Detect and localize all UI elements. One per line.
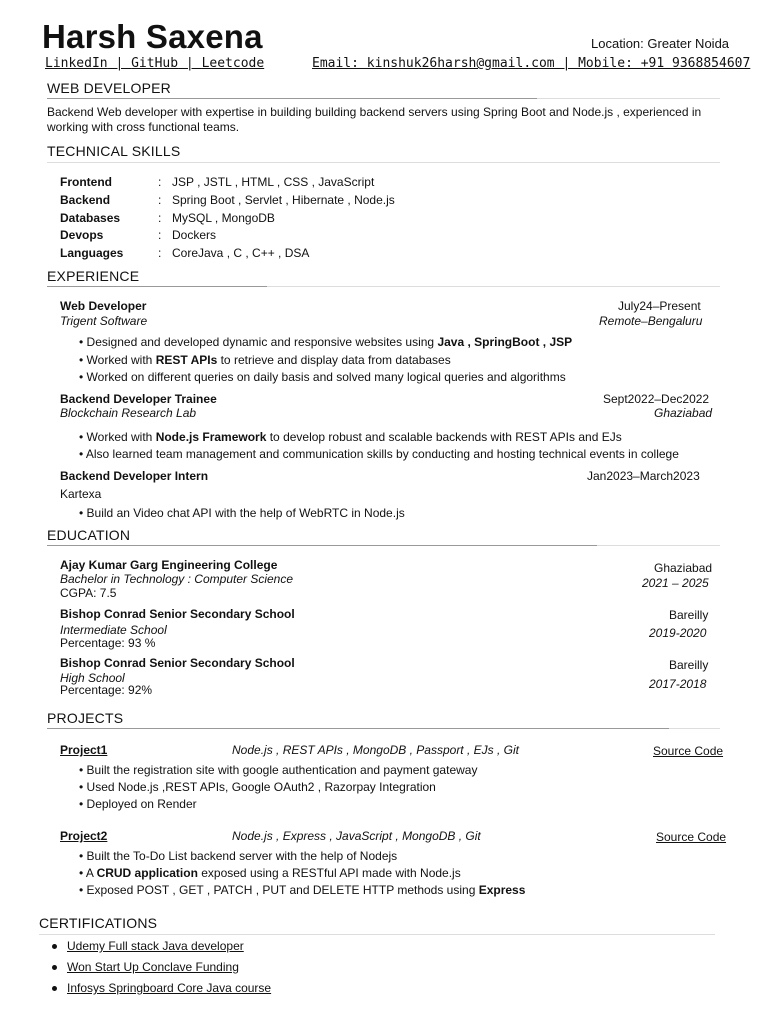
job-org: Blockchain Research Lab xyxy=(60,406,197,420)
cert-item xyxy=(52,939,244,953)
job-dates: Jan2023–March2023 xyxy=(587,469,700,483)
job-bullet: • Worked on different queries on daily basis and solved many logical queries and algorithms xyxy=(79,370,566,384)
job-role: Web Developer xyxy=(60,299,147,313)
link-separator: | xyxy=(107,56,132,71)
summary-line-2: working with cross functional teams. xyxy=(47,120,240,134)
bullet-dot-icon xyxy=(52,965,57,970)
skill-colon: : xyxy=(158,211,162,225)
project-tech: Node.js , Express , JavaScript , MongoDB , Git xyxy=(232,829,481,843)
job-org: Trigent Software xyxy=(60,314,148,328)
skill-value: Dockers xyxy=(172,228,217,242)
section-title-education: EDUCATION xyxy=(47,527,131,543)
edu-place: Bareilly xyxy=(669,608,709,622)
location-text: Location: Greater Noida xyxy=(591,36,730,51)
job-bullet: • Also learned team management and communication skills by conducting and hosting technical events in college xyxy=(79,447,679,461)
edu-place: Bareilly xyxy=(669,658,709,672)
project-bullet: • Exposed POST , GET , PATCH , PUT and DELETE HTTP methods using Express xyxy=(79,883,526,897)
section-rule-light xyxy=(597,545,720,546)
bullet-dot-icon xyxy=(52,986,57,991)
section-title-projects: PROJECTS xyxy=(47,710,124,726)
job-bullet: • Worked with Node.js Framework to develop robust and scalable backends with REST APIs and EJs xyxy=(79,430,622,444)
section-rule-light xyxy=(47,162,720,163)
section-rule xyxy=(47,728,669,729)
project-bullet: • A CRUD application exposed using a RESTful API made with Node.js xyxy=(79,866,461,880)
summary-line-1: Backend Web developer with expertise in building building backend servers using Spring Boot and Node.js , experienced in xyxy=(47,105,702,119)
edu-score: Percentage: 93 % xyxy=(60,636,156,650)
section-rule xyxy=(47,98,537,99)
section-rule-light xyxy=(267,286,720,287)
skill-label: Languages xyxy=(60,246,124,260)
job-bullet: • Designed and developed dynamic and responsive websites using Java , SpringBoot , JSP xyxy=(79,335,573,349)
skill-label: Devops xyxy=(60,228,104,242)
section-rule-light xyxy=(537,98,720,99)
leetcode-link[interactable]: Leetcode xyxy=(201,56,265,71)
project-name-link[interactable]: Project1 xyxy=(60,743,108,757)
edu-score: Percentage: 92% xyxy=(60,683,153,697)
section-title-summary: WEB DEVELOPER xyxy=(47,80,171,96)
project-name-link[interactable]: Project2 xyxy=(60,829,108,843)
section-rule xyxy=(47,286,267,287)
edu-place: Ghaziabad xyxy=(654,561,713,575)
skill-label: Databases xyxy=(60,211,121,225)
edu-school: Ajay Kumar Garg Engineering College xyxy=(60,558,278,572)
skill-label: Backend xyxy=(60,193,111,207)
edu-degree: Intermediate School xyxy=(60,623,167,637)
cert-link[interactable]: Udemy Full stack Java developer xyxy=(67,939,244,953)
link-separator: | xyxy=(178,56,202,71)
edu-school: Bishop Conrad Senior Secondary School xyxy=(60,656,295,670)
skill-value: JSP , JSTL , HTML , CSS , JavaScript xyxy=(172,175,375,189)
job-dates: July24–Present xyxy=(618,299,701,313)
job-bullet: • Worked with REST APIs to retrieve and display data from databases xyxy=(79,353,451,367)
source-code-link[interactable]: Source Code xyxy=(656,830,727,844)
job-org: Kartexa xyxy=(60,487,102,501)
skill-colon: : xyxy=(158,228,162,242)
edu-degree: Bachelor in Technology : Computer Science xyxy=(60,572,294,586)
job-role: Backend Developer Intern xyxy=(60,469,209,483)
job-role: Backend Developer Trainee xyxy=(60,392,217,406)
edu-years: 2017-2018 xyxy=(649,677,707,691)
section-rule-light xyxy=(669,728,720,729)
section-title-certifications: CERTIFICATIONS xyxy=(39,915,158,931)
edu-degree: High School xyxy=(60,671,125,685)
skill-value: CoreJava , C , C++ , DSA xyxy=(172,246,310,260)
job-dates: Sept2022–Dec2022 xyxy=(603,392,710,406)
job-place: Ghaziabad xyxy=(654,406,713,420)
cert-link[interactable]: Won Start Up Conclave Funding xyxy=(67,960,239,974)
section-rule xyxy=(47,545,597,546)
edu-years: 2021 – 2025 xyxy=(642,576,709,590)
section-rule-light xyxy=(39,934,715,935)
edu-score: CGPA: 7.5 xyxy=(60,586,117,600)
cert-link[interactable]: Infosys Springboard Core Java course xyxy=(67,981,272,995)
cert-item xyxy=(52,960,239,974)
skill-value: Spring Boot , Servlet , Hibernate , Node.js xyxy=(172,193,395,207)
job-place: Remote–Bengaluru xyxy=(599,314,703,328)
edu-school: Bishop Conrad Senior Secondary School xyxy=(60,607,295,621)
project-bullet: • Built the registration site with google authentication and payment gateway xyxy=(79,763,478,777)
skill-value: MySQL , MongoDB xyxy=(172,211,275,225)
project-bullet: • Built the To-Do List backend server with the help of Nodejs xyxy=(79,849,398,863)
project-tech: Node.js , REST APIs , MongoDB , Passport , EJs , Git xyxy=(232,743,519,757)
source-code-link[interactable]: Source Code xyxy=(653,744,724,758)
bullet-dot-icon xyxy=(52,944,57,949)
skill-label: Frontend xyxy=(60,175,112,189)
skill-colon: : xyxy=(158,246,162,260)
section-title-skills: TECHNICAL SKILLS xyxy=(47,143,181,159)
email-mobile-link[interactable]: Email: kinshuk26harsh@gmail.com | Mobile: +91 9368854607 xyxy=(312,56,751,71)
cert-item xyxy=(52,981,271,995)
project-bullet: • Used Node.js ,REST APIs, Google OAuth2 , Razorpay Integration xyxy=(79,780,436,794)
skill-colon: : xyxy=(158,193,162,207)
project-bullet: • Deployed on Render xyxy=(79,797,197,811)
edu-years: 2019-2020 xyxy=(649,626,707,640)
section-title-experience: EXPERIENCE xyxy=(47,268,140,284)
linkedin-link[interactable]: LinkedIn xyxy=(45,56,108,71)
skill-colon: : xyxy=(158,175,162,189)
github-link[interactable]: GitHub xyxy=(131,56,179,71)
candidate-name: Harsh Saxena xyxy=(42,18,263,55)
profile-links xyxy=(45,56,264,71)
job-bullet: • Build an Video chat API with the help of WebRTC in Node.js xyxy=(79,506,405,520)
